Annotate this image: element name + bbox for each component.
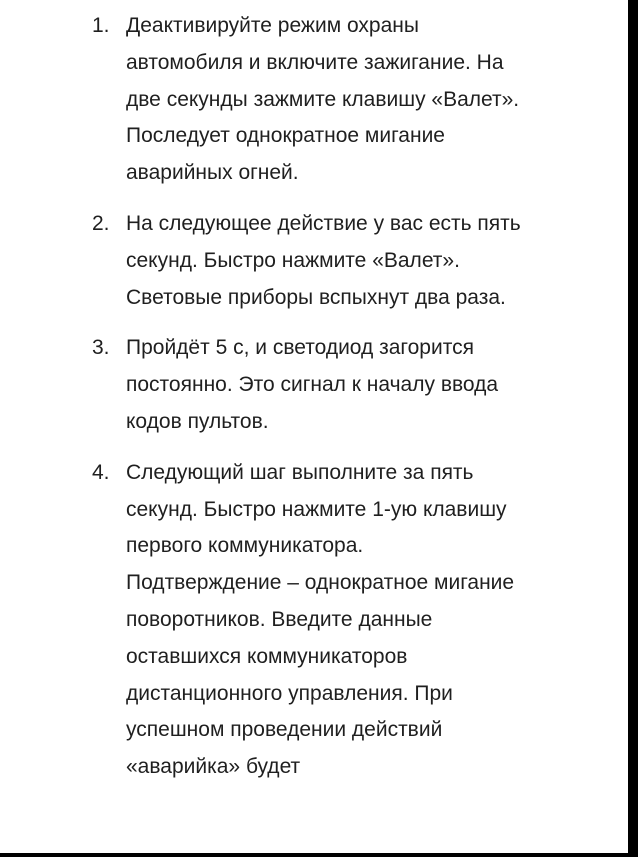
list-item-number: 4. bbox=[92, 460, 110, 484]
list-item bbox=[84, 455, 524, 786]
instruction-list bbox=[84, 8, 524, 800]
screen-edge-bottom bbox=[0, 853, 638, 857]
list-item-text: На следующее действие у вас есть пять секунд. Быстро нажмите «Валет». Световые приборы вспыхнут два раза. bbox=[126, 211, 521, 309]
list-item-number: 3. bbox=[92, 336, 110, 360]
list-item bbox=[84, 8, 524, 192]
list-item bbox=[84, 330, 524, 440]
list-item-text: Следующий шаг выполните за пять секунд. Быстро нажмите 1-ую клавишу первого коммуникатора. Подтверждение – однократное мигание поворотников. Введите данные оставшихся коммуникаторов дистанционного управления. При успешном проведении действий «аварийка» будет bbox=[126, 460, 515, 779]
list-item-text: Деактивируйте режим охраны автомобиля и включите зажигание. На две секунды зажмите клавишу «Валет». Последует однократное мигание аварийных огней. bbox=[126, 14, 520, 185]
list-item-text: Пройдёт 5 с, и светодиод загорится постоянно. Это сигнал к началу ввода кодов пультов. bbox=[126, 336, 499, 433]
screen-edge-right bbox=[628, 0, 638, 857]
list-item bbox=[84, 206, 524, 316]
list-item-number: 1. bbox=[92, 14, 110, 37]
list-item-number: 2. bbox=[92, 211, 110, 235]
